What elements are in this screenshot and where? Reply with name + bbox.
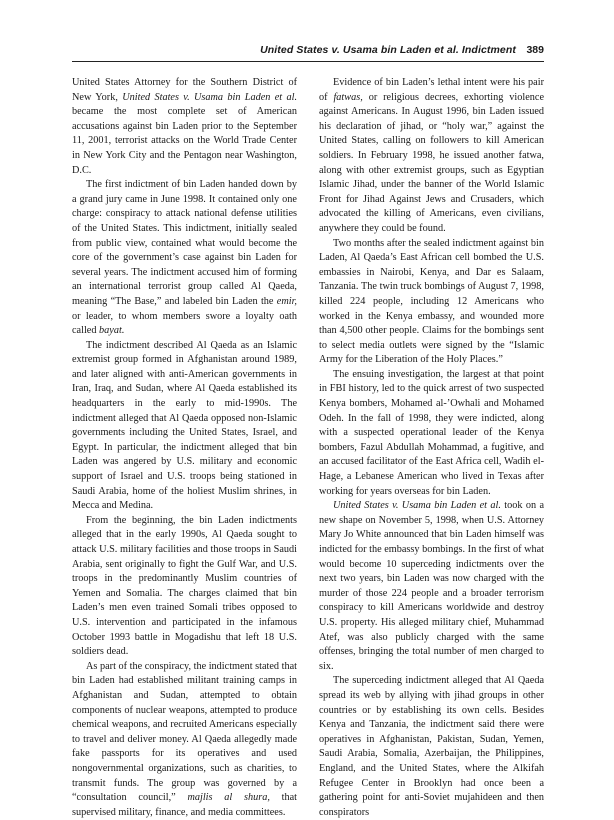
paragraph: [72, 514, 297, 660]
text-run: that supervised military, finance, and media committees.: [72, 792, 298, 818]
paragraph: [319, 237, 544, 368]
text-run: United States Attorney for the Southern District of New York,: [72, 77, 297, 103]
left-column: [72, 76, 297, 820]
paragraph: [319, 368, 544, 499]
text-run: Evidence of bin Laden’s lethal intent were his pair of: [319, 77, 544, 103]
paragraph: [72, 178, 297, 339]
paragraph: [319, 499, 544, 674]
text-run: took on a new shape on November 5, 1998, when U.S. Attorney Mary Jo White announced that bin Laden himself was indicted for the embassy bombings. In the first of what would become 10 superceding indictments over the next two years, bin Laden was now charged with the murder of those 224 people and a broader terrorism conspiracy to kill Americans worldwide and destroy U.S. property. His alleged military chief, Muhammad Atef, was also publicly charged with the same offenses, bringing the total number of men charged to six.: [319, 500, 544, 672]
text-run: The first indictment of bin Laden handed down by a grand jury came in June 1998. It contained only one charge: conspiracy to attack national defense utilities of the United States. This indictment, initially sealed from public view, contained what would become the core of the government’s case against bin Laden for several years. The indictment accused him of forming an international terrorist group called Al Qaeda, meaning “The Base,” and labeled bin Laden the: [72, 179, 297, 307]
running-head-title: United States v. Usama bin Laden et al. Indictment: [260, 44, 516, 56]
paragraph: [319, 76, 544, 237]
italic-text: emir,: [276, 295, 297, 307]
page-number: 389: [526, 44, 544, 56]
text-run: The superceding indictment alleged that Al Qaeda spread its web by allying with jihad groups in other countries or by establishing its own cells. Besides Kenya and Tanzania, the indictment said there were operatives in Afghanistan, Pakistan, Sudan, Yemen, Saudi Arabia, Somalia, Azerbaijan, the Philippines, England, and the United States, where the Alkifah Refugee Center in Brooklyn had once been a gathering point for anti-Soviet mujahideen and then conspirators: [319, 675, 544, 818]
right-column: [319, 76, 544, 820]
italic-text: United States v. Usama bin Laden et al.: [122, 91, 298, 103]
paragraph: [72, 660, 297, 820]
paragraph: [72, 339, 297, 514]
text-run: Two months after the sealed indictment against bin Laden, Al Qaeda’s East African cell bombed the U.S. embassies in Nairobi, Kenya, and Dar es Salaam, Tanzania. The twin truck bombings of August 7, 1998, killed 224 people, including 12 Americans who worked in the Kenya embassy, and wounded more than 4,500 other people. Claims for the bombings sent to select media outlets were signed by the “Islamic Army for the Liberation of the Holy Places.”: [319, 237, 544, 366]
text-run: The indictment described Al Qaeda as an Islamic extremist group formed in Afghanistan around 1989, and later aligned with anti-American governments in Iran, Iraq, and Sudan, where Al Qaeda established its headquarters in the early to mid-1990s. The indictment alleged that Al Qaeda opposed non-Islamic governments including the United States, Israel, and Egypt. In particular, the indictment alleged that bin Laden was angered by U.S. military and economic support of Israel and U.S. troops being stationed in Saudi Arabia, home of the holiest Muslim shrines, in Mecca and Medina.: [72, 339, 297, 512]
italic-text: bayat.: [99, 325, 125, 337]
italic-text: majlis al shura,: [187, 792, 270, 804]
text-run: The ensuing investigation, the largest at that point in FBI history, led to the quick arrest of two suspected Kenya bombers, Mohamed al-’Owhali and Mohamed Odeh. In the fall of 1998, they were indicted, along with a suspected operational leader of the Kenya bombers, Fazul Abdullah Mohammad, a fugitive, and an accused facilitator of the East Africa cell, Wadih el-Hage, a Lebanese American who lived in Texas after working for years overseas for bin Laden.: [319, 368, 544, 497]
header-rule: [72, 61, 544, 62]
text-run: or leader, to whom members swore a loyalty oath called: [72, 310, 297, 337]
text-run: became the most complete set of American accusations against bin Laden prior to the September 11, 2001, terrorist attacks on the World Trade Center in New York City and the Pentagon near Washington, D.C.: [72, 106, 297, 176]
text-run: or religious decrees, exhorting violence against Americans. In August 1996, bin Laden issued his declaration of jihad, or “holy war,” against the United States, calling on followers to kill American soldiers. In February 1998, he issued another fatwa, along with other extremist groups, such as Egyptian Islamic Jihad, under the banner of the World Islamic Front for Jihad Against Jews and Crusaders, which advocated the killing of Americans, even civilians, anywhere they could be found.: [319, 91, 545, 234]
paragraph: [72, 76, 297, 178]
text-run: As part of the conspiracy, the indictment stated that bin Laden had established militant training camps in Afghanistan and Sudan, attempted to obtain components of nuclear weapons, attempted to produce chemical weapons, and recruited Americans especially to travel and deliver money. Al Qaeda allegedly made fake passports for its operatives and used nongovernmental organizations, such as charities, to transmit funds. The group was governed by a “consultation council,”: [72, 660, 297, 804]
text-run: From the beginning, the bin Laden indictments alleged that in the early 1990s, Al Qaeda sought to attack U.S. military facilities and those troops in Saudi Arabia, sent originally to fight the Gulf War, and U.S. troops in the predominantly Muslim countries of Yemen and Somalia. The charges claimed that bin Laden’s men even trained Somali tribes opposed to U.S. intervention and participated in the infamous October 1993 battle in Mogadishu that left 18 U.S. soldiers dead.: [72, 514, 297, 658]
paragraph: [319, 674, 544, 820]
italic-text: fatwas,: [333, 91, 363, 103]
italic-text: United States v. Usama bin Laden et al.: [333, 500, 501, 512]
